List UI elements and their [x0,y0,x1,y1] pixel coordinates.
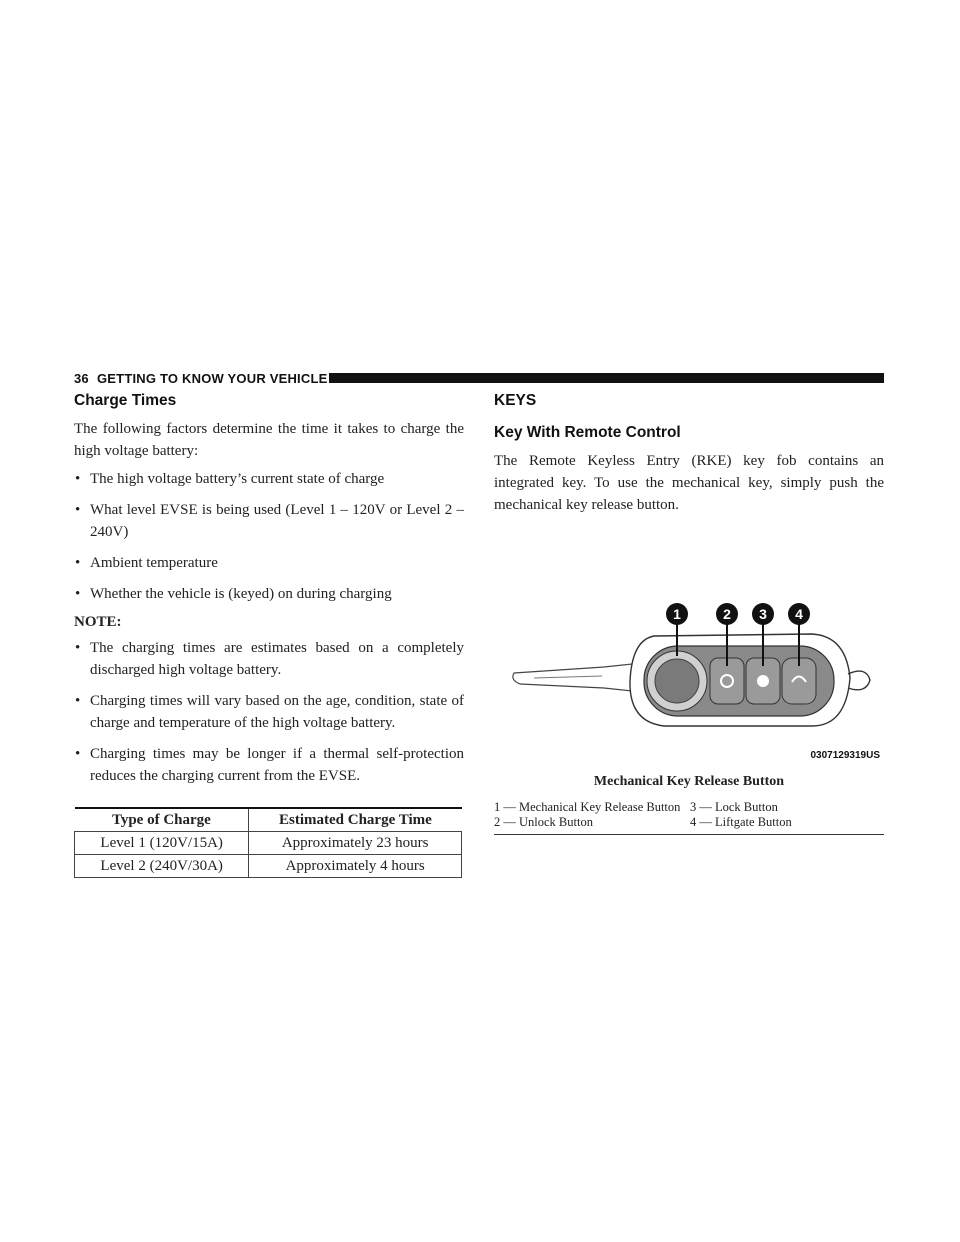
table-header: Type of Charge [75,808,249,832]
list-item: • Charging times may be longer if a thermal self-protection reduces the charging current from the EVSE. [74,743,464,787]
note-list [74,637,464,787]
page-number: 36 [74,371,89,386]
header-rule [329,373,884,383]
key-paragraph: The Remote Keyless Entry (RKE) key fob contains an integrated key. To use the mechanical key, simply push the mechanical key release button. [494,453,884,513]
figure-code: 0307129319US [810,750,880,761]
list-item: • The charging times are estimates based on a completely discharged high voltage battery. [74,637,464,681]
table-row [75,832,462,855]
factor-list [74,468,464,605]
table-cell: Approximately 23 hours [249,832,462,855]
legend-item: 4 — Liftgate Button [690,815,792,829]
callout-label: 4 [795,606,803,622]
callout-2 [716,603,738,625]
table-header: Estimated Charge Time [249,808,462,832]
legend-item: 2 — Unlock Button [494,815,593,829]
charge-time-table [74,807,462,878]
right-column [494,392,884,835]
list-item: • The high voltage battery’s current state of charge [74,468,464,490]
intro-paragraph: The following factors determine the time it takes to charge the high voltage battery: [74,421,464,459]
section-title: GETTING TO KNOW YOUR VEHICLE [97,371,328,386]
key-fob-figure [494,556,884,761]
callout-1 [666,603,688,625]
list-item: • Ambient temperature [74,552,464,574]
table-cell: Level 2 (240V/30A) [75,855,249,878]
left-column [74,392,464,878]
figure-caption: Mechanical Key Release Button [593,774,785,789]
list-item: • Whether the vehicle is (keyed) on during charging [74,583,464,605]
list-item: • What level EVSE is being used (Level 1 – 120V or Level 2 – 240V) [74,499,464,543]
table-cell: Level 1 (120V/15A) [75,832,249,855]
list-item: • Charging times will vary based on the age, condition, state of charge and temperature of the high voltage battery. [74,690,464,734]
keys-heading: KEYS [494,392,537,409]
legend-item: 3 — Lock Button [690,800,778,814]
callout-4 [788,603,810,625]
note-label: NOTE: [74,614,122,630]
table-cell: Approximately 4 hours [249,855,462,878]
table-row [75,855,462,878]
callout-label: 3 [759,606,767,622]
callout-label: 2 [723,606,731,622]
key-fob-illustration [494,556,884,756]
legend-item: 1 — Mechanical Key Release Button [494,800,681,814]
callout-3 [752,603,774,625]
key-remote-heading: Key With Remote Control [494,424,681,441]
charge-times-heading: Charge Times [74,392,177,409]
page-header [74,370,884,386]
figure-legend [494,800,884,835]
callout-label: 1 [673,606,681,622]
